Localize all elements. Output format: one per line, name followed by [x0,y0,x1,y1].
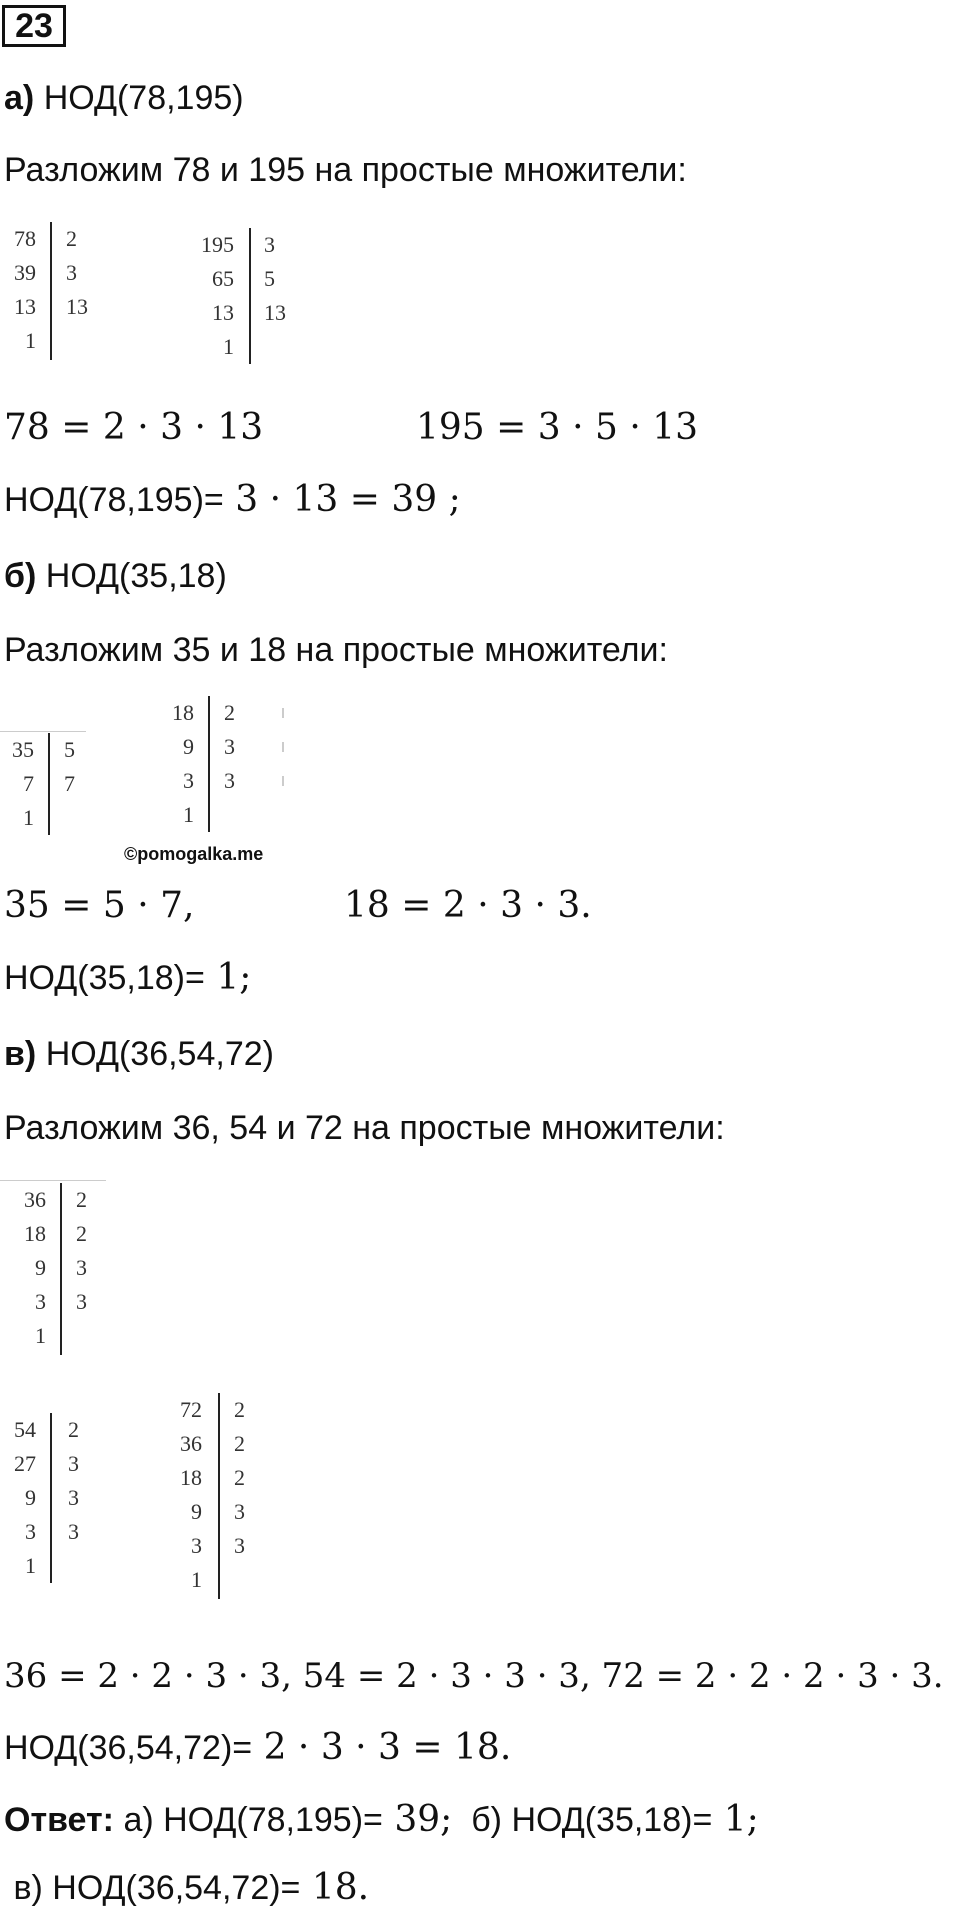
answer-a-label: а) [114,1801,164,1839]
part-c-equations: 36 = 2 · 2 · 3 · 3, 54 = 2 · 3 · 3 · 3, 72 = 2 · 2 · 2 · 3 · 3. [4,1656,944,1696]
part-a-intro: Разложим 78 и 195 на простые множители: [4,151,687,189]
divisor: 3 [68,1451,79,1476]
gcd-value: 2 · 3 · 3 = 18. [252,1727,512,1768]
dividend: 54 [14,1417,36,1442]
dividend: 18 [180,1465,202,1490]
divisor: 2 [224,700,235,725]
dividend: 9 [183,734,194,759]
divider-line [249,228,251,364]
part-a-label: а) [4,79,35,117]
task-number: 23 [2,5,66,47]
part-a-gcd [4,478,461,522]
factor-table-72 [170,1393,280,1603]
dividend: 65 [212,266,234,291]
part-c-gcd [4,1726,511,1770]
dividend: 1 [35,1323,46,1348]
factor-table-195 [190,228,300,368]
dividend: 3 [183,768,194,793]
part-b-intro: Разложим 35 и 18 на простые множители: [4,631,668,669]
edge-mark [282,776,284,786]
divisor: 3 [66,260,77,285]
divisor: 13 [66,294,88,319]
dividend: 72 [180,1397,202,1422]
divisor: 3 [68,1485,79,1510]
divisor: 3 [68,1519,79,1544]
dividend: 9 [25,1485,36,1510]
part-b-eq-35: 35 = 5 · 7, [4,885,195,926]
dividend: 1 [223,334,234,359]
dividend: 7 [23,771,34,796]
dividend: 27 [14,1451,36,1476]
edge-mark [282,708,284,718]
divisor: 7 [64,771,75,796]
part-c-label: в) [4,1035,37,1073]
dividend: 9 [35,1255,46,1280]
faint-rule [0,1180,106,1181]
answer-line-1 [4,1798,759,1842]
divisor: 3 [76,1255,87,1280]
answer-c-label: в) [4,1869,53,1907]
part-a-title: НОД(78,195) [43,79,244,117]
part-a-heading [4,78,244,118]
part-a-eq-78: 78 = 2 · 3 · 13 [4,407,264,448]
divider-line [218,1393,220,1599]
divisor: 2 [76,1187,87,1212]
part-b-label: б) [4,557,37,595]
dividend: 36 [24,1187,46,1212]
divisor: 5 [64,737,75,762]
divisor: 3 [234,1533,245,1558]
answer-b-label: б) [452,1801,512,1839]
dividend: 36 [180,1431,202,1456]
dividend: 13 [14,294,36,319]
part-c-title: НОД(36,54,72) [45,1035,274,1073]
part-a-eq-195: 195 = 3 · 5 · 13 [416,407,699,448]
gcd-value: 3 · 13 = 39 ; [223,479,461,520]
part-c-heading [4,1034,274,1074]
answer-line-2 [4,1866,369,1910]
divider-line [60,1183,62,1355]
dividend: 1 [25,328,36,353]
dividend: 195 [201,232,234,257]
divisor: 2 [66,226,77,251]
divider-line [48,733,50,835]
dividend: 1 [191,1567,202,1592]
dividend: 1 [25,1553,36,1578]
dividend: 35 [12,737,34,762]
divisor: 3 [234,1499,245,1524]
answer-label: Ответ: [4,1801,114,1839]
part-c-intro: Разложим 36, 54 и 72 на простые множители: [4,1109,725,1147]
faint-rule [0,731,86,732]
dividend: 3 [25,1519,36,1544]
watermark-text: ©pomogalka.me [124,844,264,864]
dividend: 13 [212,300,234,325]
divisor: 3 [76,1289,87,1314]
factor-table-35 [4,733,94,843]
divisor: 5 [264,266,275,291]
divider-line [50,1413,52,1583]
factor-table-36 [14,1183,124,1358]
answer-c-prefix: НОД(36,54,72)= [52,1869,301,1907]
divisor: 2 [234,1397,245,1422]
dividend: 3 [35,1289,46,1314]
divisor: 2 [68,1417,79,1442]
answer-a-value: 39; [382,1799,453,1840]
dividend: 3 [191,1533,202,1558]
divisor: 2 [76,1221,87,1246]
dividend: 18 [172,700,194,725]
divider-line [50,222,52,360]
gcd-prefix: НОД(35,18)= [4,959,205,997]
part-b-gcd [4,956,251,1000]
divisor: 3 [264,232,275,257]
dividend: 1 [183,802,194,827]
factor-table-18 [158,696,288,836]
divisor: 13 [264,300,286,325]
factor-table-78 [8,222,108,362]
dividend: 39 [14,260,36,285]
answer-c-value: 18. [300,1867,370,1908]
answer-a-prefix: НОД(78,195)= [163,1801,383,1839]
divisor: 3 [224,768,235,793]
gcd-prefix: НОД(36,54,72)= [4,1729,253,1767]
part-b-title: НОД(35,18) [45,557,227,595]
gcd-prefix: НОД(78,195)= [4,481,224,519]
divisor: 2 [234,1465,245,1490]
dividend: 1 [23,805,34,830]
answer-b-prefix: НОД(35,18)= [511,1801,713,1839]
divisor: 2 [234,1431,245,1456]
divisor: 3 [224,734,235,759]
part-b-eq-18: 18 = 2 · 3 · 3. [344,885,592,926]
edge-mark [282,742,284,752]
dividend: 9 [191,1499,202,1524]
part-b-heading [4,556,227,596]
gcd-value: 1; [204,957,252,998]
answer-b-value: 1; [712,1799,759,1840]
divider-line [208,696,210,832]
dividend: 78 [14,226,36,251]
factor-table-54 [4,1413,114,1588]
dividend: 18 [24,1221,46,1246]
